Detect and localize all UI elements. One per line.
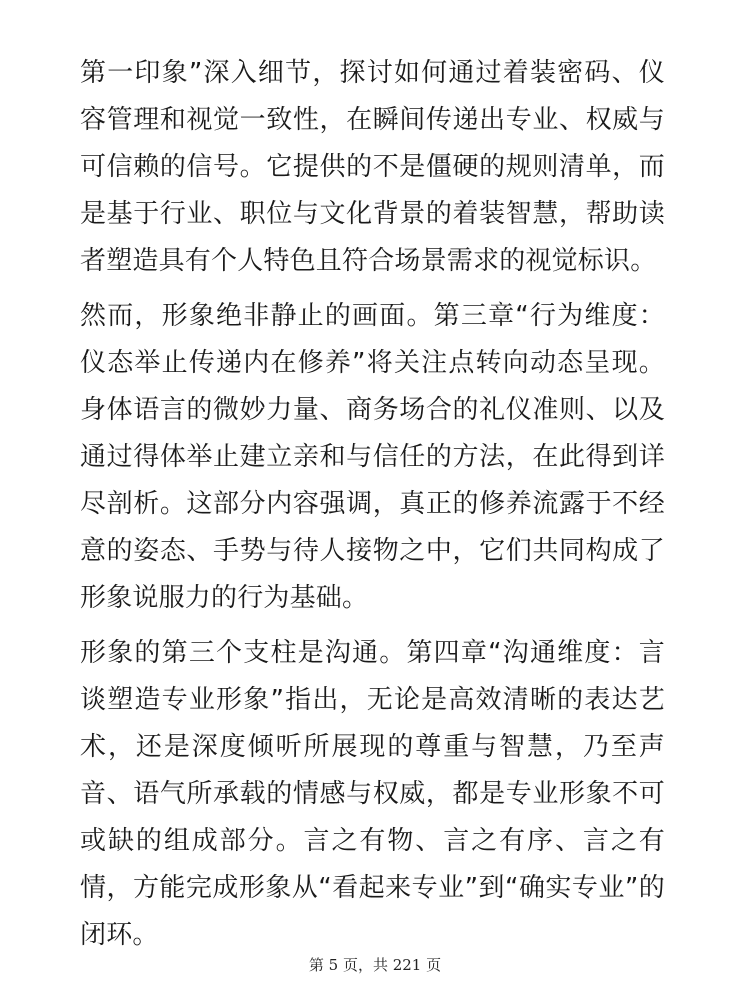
paragraph-1: 第一印象”深入细节，探讨如何通过着装密码、仪容管理和视觉一致性，在瞬间传递出专业、权威与可信赖的信号。它提供的不是僵硬的规则清单，而是基于行业、职位与文化背景的着装智慧，帮助读者塑造具有个人特色且符合场景需求的视觉标识。 (80, 58, 665, 276)
paragraph-3: 形象的第三个支柱是沟通。第四章“沟通维度：言谈塑造专业形象”指出，无论是高效清晰的表达艺术，还是深度倾听所展现的尊重与智慧，乃至声音、语气所承载的情感与权威，都是专业形象不可或缺的组成部分。言之有物、言之有序、言之有情，方能完成形象从“看起来专业”到“确实专业”的闭环。 (80, 638, 665, 950)
page-number-footer: 第 5 页，共 221 页 (308, 956, 442, 974)
body-text (80, 50, 665, 967)
paragraph-2: 然而，形象绝非静止的画面。第三章“行为维度：仪态举止传递内在修养”将关注点转向动态呈现。身体语言的微妙力量、商务场合的礼仪准则、以及通过得体举止建立亲和与信任的方法，在此得到详尽剖析。这部分内容强调，真正的修养流露于不经意的姿态、手势与待人接物之中，它们共同构成了形象说服力的行为基础。 (80, 301, 665, 613)
